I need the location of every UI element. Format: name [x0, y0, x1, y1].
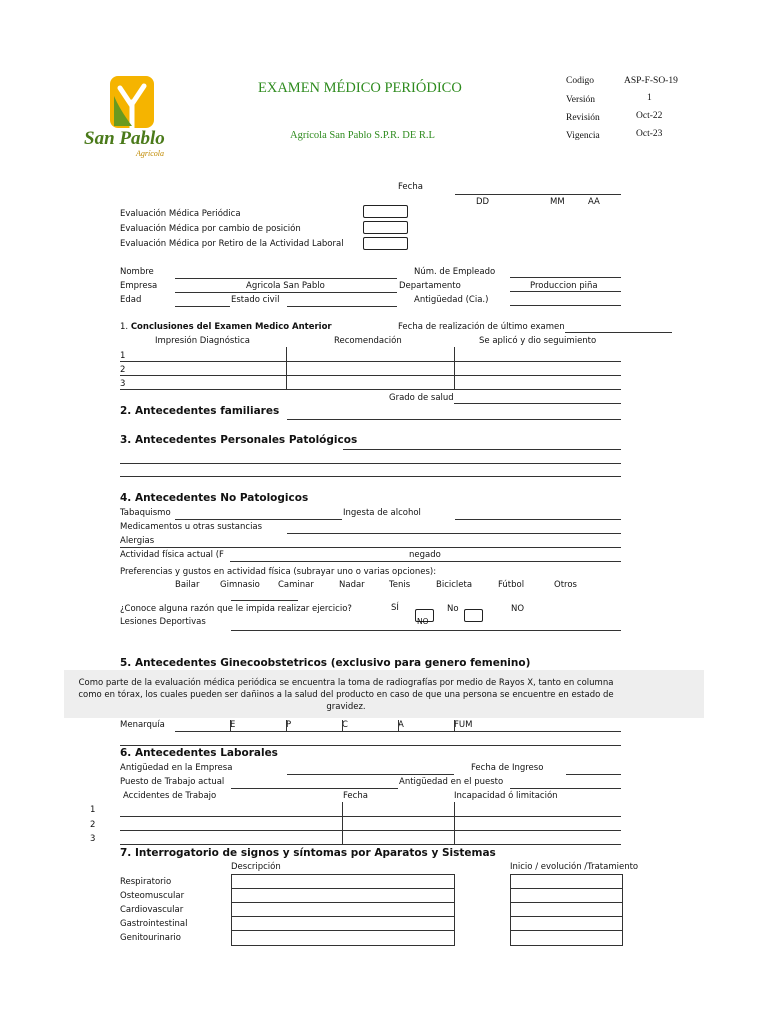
- s4-title: 4. Antecedentes No Patologicos: [120, 492, 309, 504]
- edad-label: Edad: [120, 295, 142, 305]
- nombre-label: Nombre: [120, 267, 154, 277]
- antig-puesto-field[interactable]: [510, 788, 621, 789]
- puesto-field[interactable]: [231, 788, 398, 789]
- s5-title: 5. Antecedentes Ginecoobstetricos (exclusivo para genero femenino): [120, 657, 531, 669]
- s7-row-label: Genitourinario: [120, 933, 181, 943]
- meta-value: Oct-22: [636, 111, 663, 121]
- tabaquismo-label: Tabaquismo: [120, 508, 171, 518]
- puesto-label: Puesto de Trabajo actual: [120, 777, 225, 787]
- s3-line[interactable]: [120, 476, 621, 477]
- meta-value: Oct-23: [636, 129, 663, 139]
- fecha-ultimo-label: Fecha de realización de último examen: [398, 322, 565, 332]
- s1-col-header: Se aplicó y dio seguimiento: [479, 336, 597, 346]
- lesiones-label: Lesiones Deportivas: [120, 617, 206, 627]
- negado-label: negado: [409, 550, 441, 560]
- tabaquismo-field[interactable]: [175, 519, 342, 520]
- antig-empresa-field[interactable]: [287, 774, 454, 775]
- no-label-2: NO: [511, 604, 525, 614]
- s6-row-num: 2: [90, 820, 96, 830]
- s6-row-num: 3: [90, 834, 96, 844]
- actividad-field[interactable]: [230, 561, 621, 562]
- alcohol-field[interactable]: [455, 519, 621, 520]
- antiguedad-label: Antigüedad (Cia.): [414, 295, 489, 305]
- opcion-futbol[interactable]: Fútbol: [498, 580, 525, 590]
- s7-desc-header: Descripción: [231, 862, 281, 872]
- s2-field[interactable]: [287, 419, 621, 420]
- fecha-ultimo-field[interactable]: [565, 332, 672, 333]
- s3-field[interactable]: [343, 449, 621, 450]
- no-label-3: NO: [417, 617, 429, 626]
- s1-row-num: 2: [120, 365, 126, 375]
- abortos-label: A: [398, 720, 404, 730]
- s1-num: 1.: [120, 322, 131, 332]
- tipo-checkbox[interactable]: [363, 205, 408, 218]
- tipo-label: Evaluación Médica Periódica: [120, 209, 241, 219]
- opcion-bicicleta[interactable]: Bicicleta: [436, 580, 473, 590]
- opcion-gimnasio[interactable]: Gimnasio: [220, 580, 260, 590]
- estado-label: Estado civil: [231, 295, 280, 305]
- tipo-label: Evaluación Médica por Retiro de la Actividad Laboral: [120, 239, 344, 249]
- preferencias-label: Preferencias y gustos en actividad física (subrayar uno o varias opciones):: [120, 567, 437, 577]
- s6-title: 6. Antecedentes Laborales: [120, 747, 278, 759]
- meta-label: Versión: [566, 95, 596, 105]
- logo-leaf-icon: [110, 76, 154, 128]
- accidentes-fecha-label: Fecha: [343, 791, 368, 801]
- s6-row-num: 1: [90, 805, 96, 815]
- medicamentos-label: Medicamentos u otras sustancias: [120, 522, 263, 532]
- page-title: EXAMEN MÉDICO PERIÓDICO: [258, 80, 462, 96]
- partos-label: P: [286, 720, 292, 730]
- logo-subtext: Agrícola: [136, 149, 164, 158]
- menarquia-label: Menarquía: [120, 720, 165, 730]
- empleado-field[interactable]: [510, 277, 621, 278]
- antig-puesto-label: Antigüedad en el puesto: [399, 777, 504, 787]
- grado-field[interactable]: [454, 403, 621, 404]
- menarquia-line-2[interactable]: [120, 745, 621, 746]
- s7-desc-table[interactable]: [231, 874, 455, 946]
- alergias-field[interactable]: [120, 547, 621, 548]
- company-logo: [84, 76, 184, 166]
- s7-row-label: Gastrointestinal: [120, 919, 188, 929]
- opcion-nadar[interactable]: Nadar: [339, 580, 365, 590]
- si-label: SÍ: [391, 603, 399, 613]
- depto-value: Produccion piña: [530, 281, 598, 291]
- ingreso-label: Fecha de Ingreso: [471, 763, 544, 773]
- tipo-checkbox[interactable]: [363, 221, 408, 234]
- meta-label: Codigo: [566, 76, 594, 86]
- accidentes-label: Accidentes de Trabajo: [123, 791, 217, 801]
- opcion-tenis[interactable]: Tenis: [389, 580, 411, 590]
- cesareas-label: C: [342, 720, 348, 730]
- s7-row-label: Osteomuscular: [120, 891, 185, 901]
- fecha-aa: AA: [588, 197, 600, 207]
- opcion-caminar[interactable]: Caminar: [278, 580, 314, 590]
- no-checkbox[interactable]: [464, 609, 483, 622]
- opcion-otros[interactable]: Otros: [554, 580, 577, 590]
- grado-label: Grado de salud: [389, 393, 454, 403]
- depto-label: Departamento: [399, 281, 461, 291]
- s1-col-header: Impresión Diagnóstica: [155, 336, 250, 346]
- gestas-label: E: [230, 720, 236, 730]
- lesiones-field[interactable]: [231, 630, 621, 631]
- opcion-bailar[interactable]: Bailar: [175, 580, 200, 590]
- s1-title: [120, 322, 332, 332]
- meta-value: ASP-F-SO-19: [624, 76, 678, 86]
- meta-value: 1: [647, 93, 652, 103]
- fecha-dd: DD: [476, 197, 490, 207]
- opciones-line: [231, 600, 298, 601]
- meta-label: Vigencia: [566, 131, 600, 141]
- medicamentos-field[interactable]: [287, 533, 621, 534]
- incapacidad-label: Incapacidad ó limitación: [454, 791, 558, 801]
- logo-text: San Pablo: [84, 128, 165, 149]
- menarquia-row[interactable]: [175, 731, 621, 732]
- s7-row-label: Respiratorio: [120, 877, 172, 887]
- no-label: No: [447, 604, 459, 614]
- nombre-field[interactable]: [175, 278, 397, 279]
- s1-col-header: Recomendación: [334, 336, 402, 346]
- s2-title: 2. Antecedentes familiares: [120, 405, 280, 417]
- tipo-label: Evaluación Médica por cambio de posición: [120, 224, 301, 234]
- fecha-label: Fecha: [398, 182, 423, 192]
- s7-inicio-table[interactable]: [510, 874, 623, 946]
- razon-label: ¿Conoce alguna razón que le impida realizar ejercicio?: [120, 604, 352, 614]
- company-name: Agrícola San Pablo S.P.R. DE R.L: [290, 130, 435, 141]
- s7-inicio-header: Inicio / evolución /Tratamiento: [510, 862, 639, 872]
- ingreso-field[interactable]: [566, 774, 621, 775]
- s1-row-num: 3: [120, 379, 126, 389]
- fecha-field[interactable]: [455, 194, 621, 195]
- estado-field[interactable]: [287, 306, 397, 307]
- actividad-label: Actividad física actual (F: [120, 550, 224, 560]
- meta-label: Revisión: [566, 113, 600, 123]
- antiguedad-field[interactable]: [510, 305, 621, 306]
- edad-field[interactable]: [175, 306, 230, 307]
- alergias-label: Alergias: [120, 536, 155, 546]
- s1-title-text: Conclusiones del Examen Medico Anterior: [130, 322, 332, 332]
- s3-title: 3. Antecedentes Personales Patológicos: [120, 434, 358, 446]
- s7-title: 7. Interrogatorio de signos y síntomas por Aparatos y Sistemas: [120, 847, 496, 859]
- empresa-value: Agricola San Pablo: [246, 281, 325, 291]
- s7-row-label: Cardiovascular: [120, 905, 184, 915]
- tipo-checkbox[interactable]: [363, 237, 408, 250]
- fum-label: FUM: [454, 720, 473, 730]
- empleado-label: Núm. de Empleado: [414, 267, 496, 277]
- empresa-field[interactable]: [175, 292, 397, 293]
- fecha-mm: MM: [550, 197, 565, 207]
- antig-empresa-label: Antigüedad en la Empresa: [120, 763, 233, 773]
- aviso-text: Como parte de la evaluación médica periódica se encuentra la toma de radiografías por medio de Rayos X, tanto en columna como en tórax, los cuales pueden ser dañinos a la salud del producto en caso de que una persona se encuentre en estado de gravidez.: [78, 678, 614, 712]
- alcohol-label: Ingesta de alcohol: [343, 508, 421, 518]
- s1-row-num: 1: [120, 351, 126, 361]
- empresa-label: Empresa: [120, 281, 158, 291]
- depto-field[interactable]: [510, 291, 621, 292]
- s3-line[interactable]: [120, 463, 621, 464]
